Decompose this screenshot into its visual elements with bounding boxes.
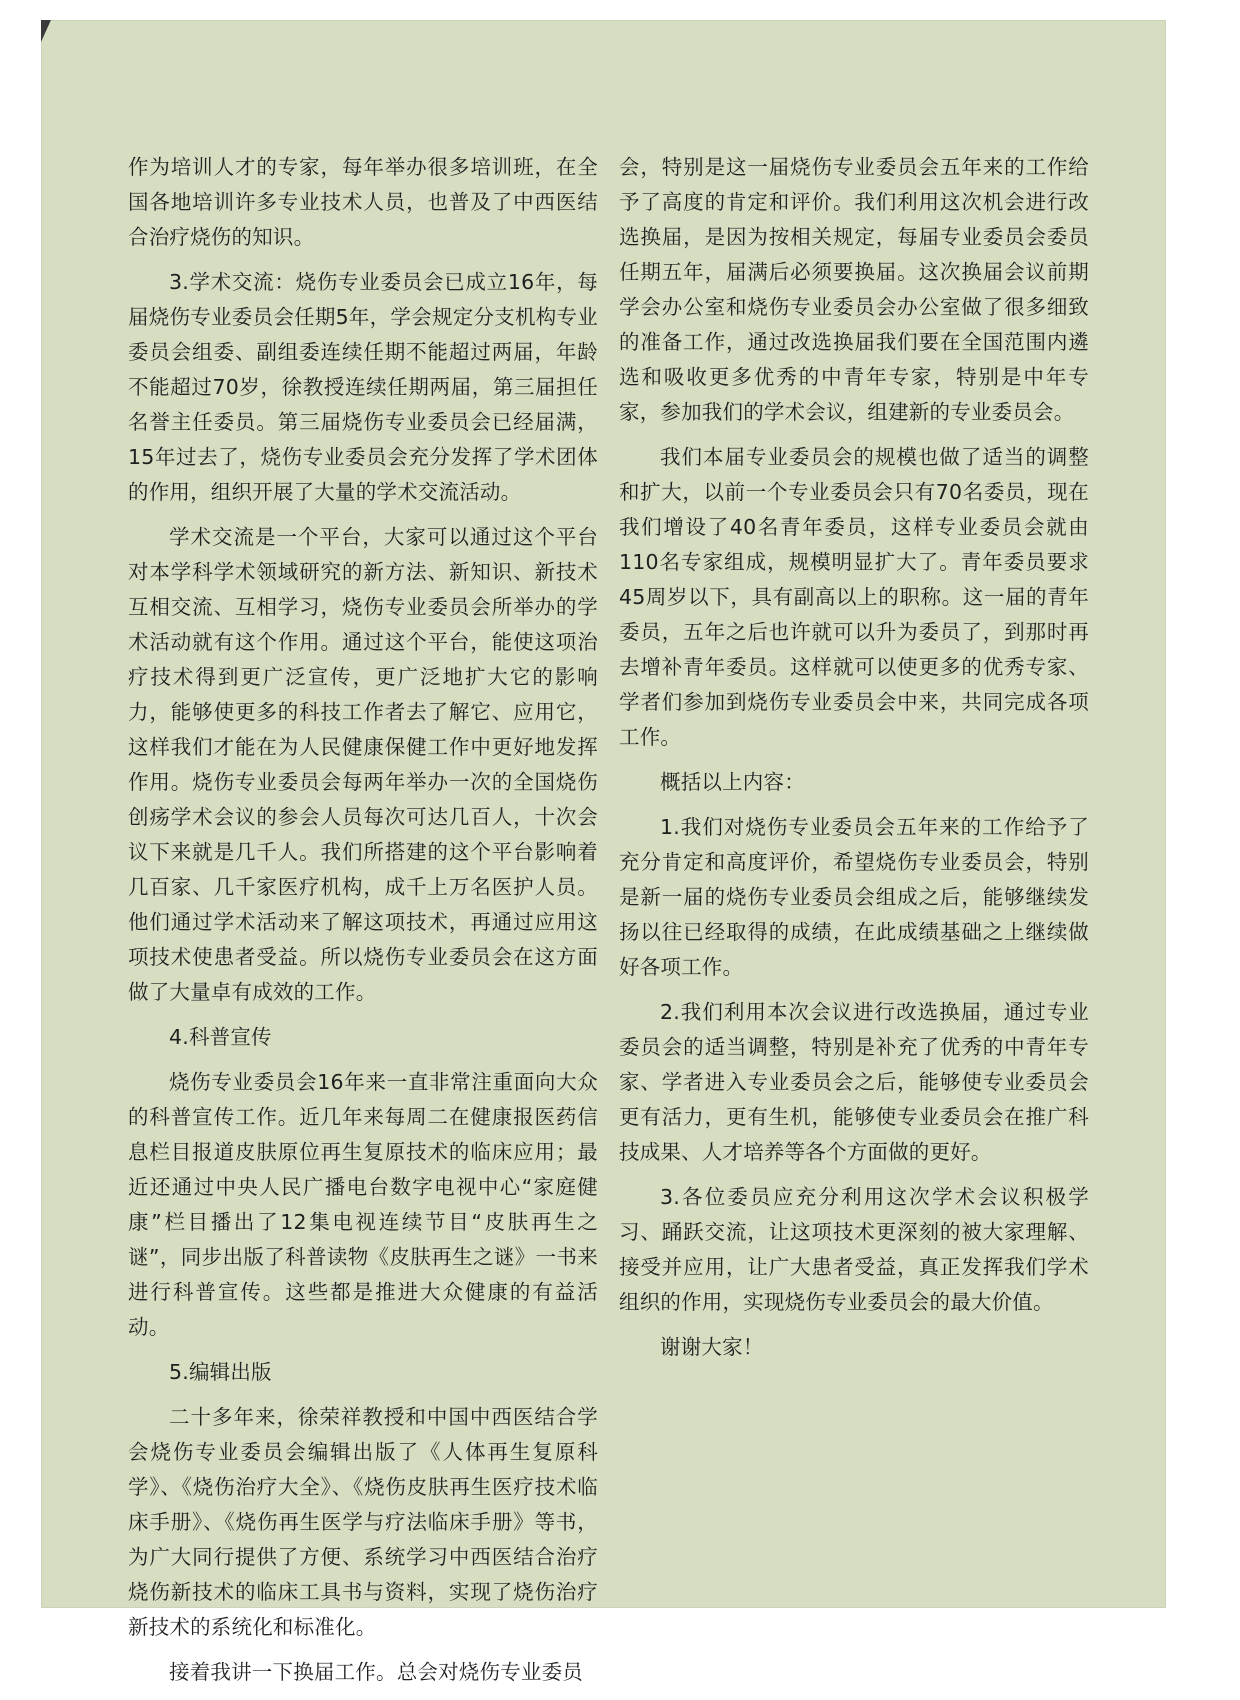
right-text-column: [619, 150, 1089, 1375]
page-corner-fold: [41, 20, 51, 42]
summary-intro: 概括以上内容：: [660, 770, 805, 794]
paragraph: 作为培训人才的专家，每年举办很多培训班，在全国各地培训许多专业技术人员，也普及了中西医结合治疗烧伤的知识。: [128, 155, 598, 249]
closing-thanks: 谢谢大家！: [660, 1335, 764, 1359]
summary-item: 2.我们利用本次会议进行改选换届，通过专业委员会的适当调整，特别是补充了优秀的中青年专家、学者进入专业委员会之后，能够使专业委员会更有活力，更有生机，能够使专业委员会在推广科技成果、人才培养等各个方面做的更好。: [619, 1000, 1089, 1164]
summary-item: 1.我们对烧伤专业委员会五年来的工作给予了充分肯定和高度评价，希望烧伤专业委员会，特别是新一届的烧伤专业委员会组成之后，能够继续发扬以往已经取得的成绩，在此成绩基础之上继续做好各项工作。: [619, 815, 1089, 979]
left-text-column: [128, 150, 598, 1700]
paragraph: 学术交流是一个平台，大家可以通过这个平台对本学科学术领域研究的新方法、新知识、新技术互相交流、互相学习，烧伤专业委员会所举办的学术活动就有这个作用。通过这个平台，能使这项治疗技术得到更广泛宣传，更广泛地扩大它的影响力，能够使更多的科技工作者去了解它、应用它，这样我们才能在为人民健康保健工作中更好地发挥作用。烧伤专业委员会每两年举办一次的全国烧伤创疡学术会议的参会人员每次可达几百人，十次会议下来就是几千人。我们所搭建的这个平台影响着几百家、几千家医疗机构，成千上万名医护人员。他们通过学术活动来了解这项技术，再通过应用这项技术使患者受益。所以烧伤专业委员会在这方面做了大量卓有成效的工作。: [128, 525, 598, 1004]
paragraph: 烧伤专业委员会16年来一直非常注重面向大众的科普宣传工作。近几年来每周二在健康报医药信息栏目报道皮肤原位再生复原技术的临床应用；最近还通过中央人民广播电台数字电视中心“家庭健康”栏目播出了12集电视连续节目“皮肤再生之谜”，同步出版了科普读物《皮肤再生之谜》一书来进行科普宣传。这些都是推进大众健康的有益活动。: [128, 1070, 598, 1339]
paragraph: 二十多年来，徐荣祥教授和中国中西医结合学会烧伤专业委员会编辑出版了《人体再生复原科学》、《烧伤治疗大全》、《烧伤皮肤再生医疗技术临床手册》、《烧伤再生医学与疗法临床手册》等书，为广大同行提供了方便、系统学习中西医结合治疗烧伤新技术的临床工具书与资料，实现了烧伤治疗新技术的系统化和标准化。: [128, 1405, 598, 1639]
scanned-page: [41, 20, 1166, 1684]
paragraph: 会，特别是这一届烧伤专业委员会五年来的工作给予了高度的肯定和评价。我们利用这次机会进行改选换届，是因为按相关规定，每届专业委员会委员任期五年，届满后必须要换届。这次换届会议前期学会办公室和烧伤专业委员会办公室做了很多细致的准备工作，通过改选换届我们要在全国范围内遴选和吸收更多优秀的中青年专家，特别是中年专家，参加我们的学术会议，组建新的专业委员会。: [619, 155, 1089, 424]
section-heading: 4.科普宣传: [169, 1025, 272, 1049]
paragraph-academic-exchange: 3.学术交流：烧伤专业委员会已成立16年，每届烧伤专业委员会任期5年，学会规定分支机构专业委员会组委、副组委连续任期不能超过两届，年龄不能超过70岁，徐教授连续任期两届，第三届担任名誉主任委员。第三届烧伤专业委员会已经届满，15年过去了，烧伤专业委员会充分发挥了学术团体的作用，组织开展了大量的学术交流活动。: [128, 270, 598, 504]
paragraph: 我们本届专业委员会的规模也做了适当的调整和扩大，以前一个专业委员会只有70名委员，现在我们增设了40名青年委员，这样专业委员会就由110名专家组成，规模明显扩大了。青年委员要求45周岁以下，具有副高以上的职称。这一届的青年委员，五年之后也许就可以升为委员了，到那时再去增补青年委员。这样就可以使更多的优秀专家、学者们参加到烧伤专业委员会中来，共同完成各项工作。: [619, 445, 1089, 749]
section-heading: 5.编辑出版: [169, 1360, 272, 1384]
summary-item: 3.各位委员应充分利用这次学术会议积极学习、踊跃交流，让这项技术更深刻的被大家理解、接受并应用，让广大患者受益，真正发挥我们学术组织的作用，实现烧伤专业委员会的最大价值。: [619, 1185, 1089, 1314]
paragraph: 接着我讲一下换届工作。总会对烧伤专业委员: [169, 1660, 583, 1684]
